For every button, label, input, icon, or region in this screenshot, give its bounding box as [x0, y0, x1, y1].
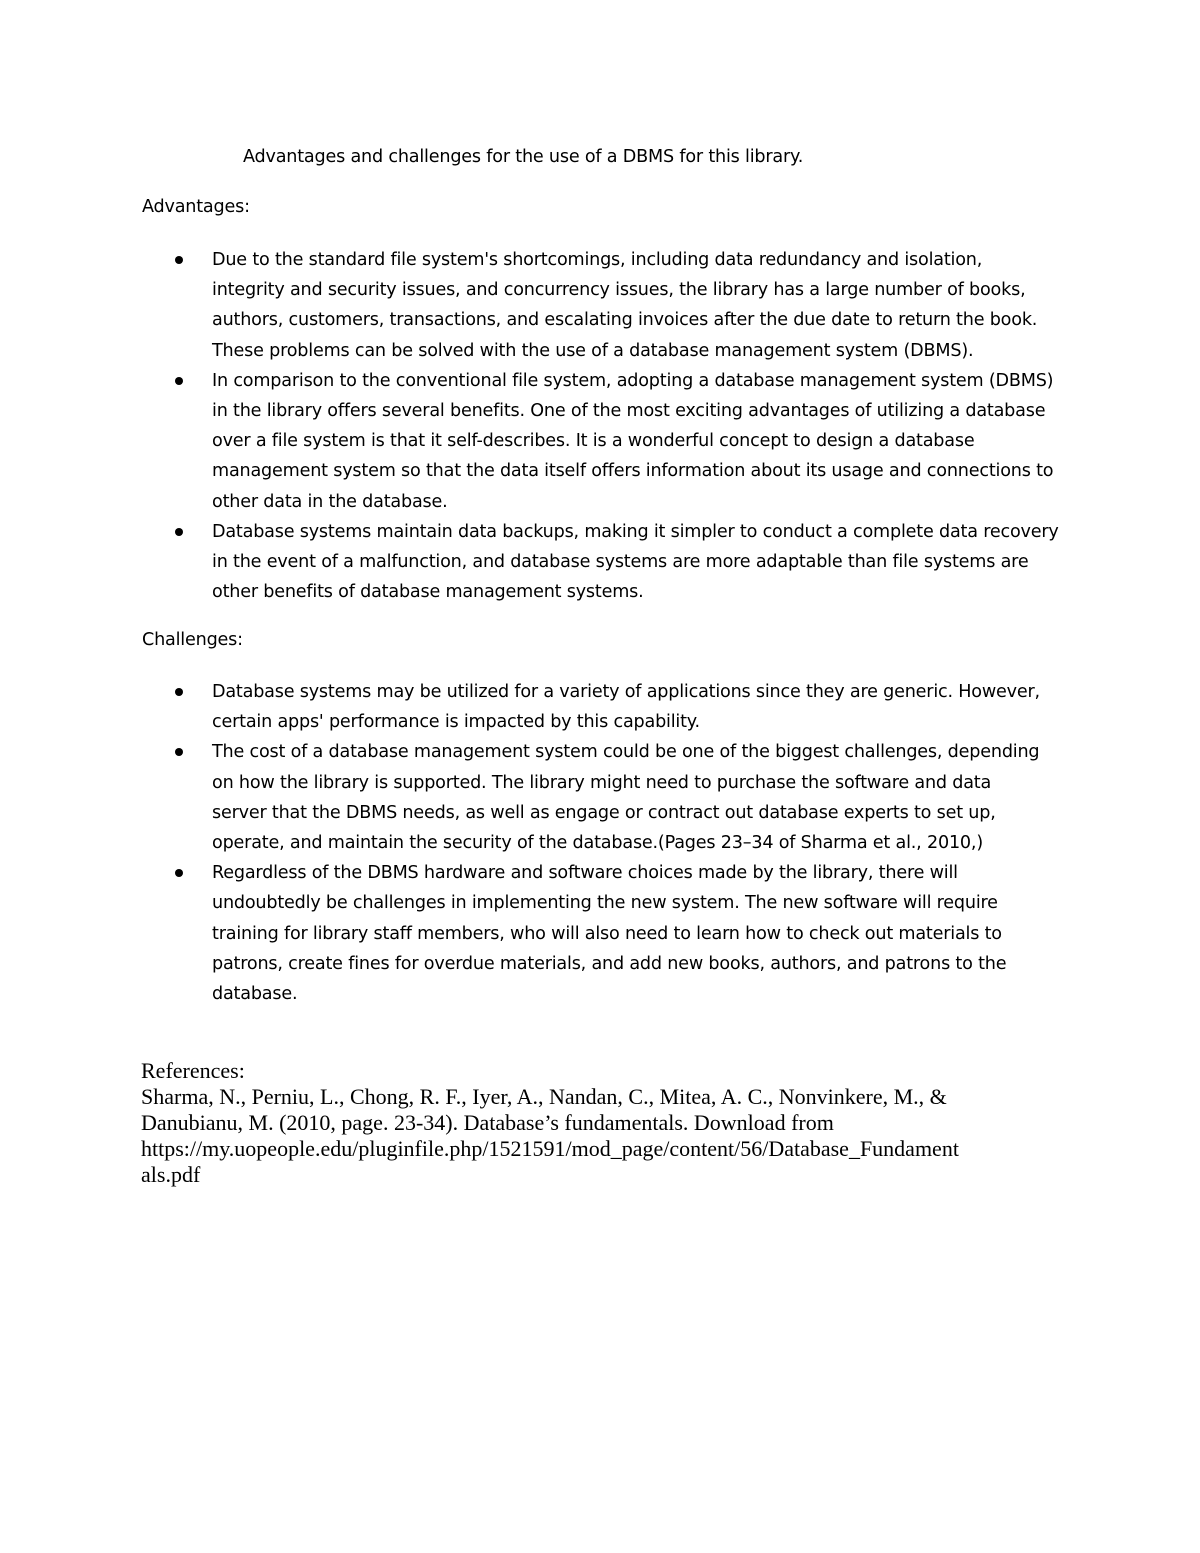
- challenge-item: [0, 677, 1062, 737]
- challenge-item: [0, 737, 1062, 858]
- challenge-item: [0, 858, 1062, 1009]
- bullet-dot-icon: [175, 528, 183, 536]
- text-line: Due to the standard file system's shortcomings, including data redundancy and isolation,: [212, 250, 983, 270]
- reference-line: Sharma, N., Perniu, L., Chong, R. F., Iyer, A., Nandan, C., Mitea, A. C., Nonvinkere, M., &: [141, 1084, 947, 1109]
- advantage-item: [0, 245, 1062, 366]
- bullet-dot-icon: [175, 748, 183, 756]
- bullet-dot-icon: [175, 688, 183, 696]
- reference-line: als.pdf: [141, 1162, 201, 1187]
- advantage-item: [0, 366, 1062, 517]
- text-line: These problems can be solved with the use of a database management system (DBMS).: [212, 340, 974, 361]
- text-line: Regardless of the DBMS hardware and software choices made by the library, there will: [212, 863, 958, 884]
- text-line: on how the library is supported. The library might need to purchase the software and data: [212, 772, 992, 793]
- text-line: management system so that the data itself offers information about its usage and connections to: [212, 461, 1054, 482]
- advantages-heading: Advantages:: [142, 197, 250, 217]
- text-line: in the library offers several benefits. One of the most exciting advantages of utilizing a database: [212, 401, 1046, 422]
- text-line: other data in the database.: [212, 491, 448, 512]
- text-line: authors, customers, transactions, and escalating invoices after the due date to return the book.: [212, 310, 1038, 331]
- text-line: Database systems may be utilized for a variety of applications since they are generic. However,: [212, 682, 1040, 702]
- text-line: other benefits of database management systems.: [212, 582, 644, 603]
- reference-line: Danubianu, M. (2010, page. 23-34). Database’s fundamentals. Download from: [141, 1110, 834, 1135]
- text-line: In comparison to the conventional file system, adopting a database management system (DBMS): [212, 370, 1054, 391]
- text-line: The cost of a database management system could be one of the biggest challenges, depending: [212, 742, 1040, 763]
- bullet-dot-icon: [175, 869, 183, 877]
- advantages-list: [0, 245, 1062, 607]
- bullet-dot-icon: [175, 256, 183, 264]
- text-line: operate, and maintain the security of the database.(Pages 23–34 of Sharma et al., 2010,): [212, 833, 983, 854]
- reference-line: https://my.uopeople.edu/pluginfile.php/1521591/mod_page/content/56/Database_Fundament: [141, 1136, 959, 1161]
- text-line: server that the DBMS needs, as well as engage or contract out database experts to set up,: [212, 802, 996, 823]
- text-line: patrons, create fines for overdue materials, and add new books, authors, and patrons to the: [212, 953, 1007, 974]
- references-section: [141, 1058, 1041, 1188]
- references-heading: References:: [141, 1058, 245, 1083]
- text-line: integrity and security issues, and concurrency issues, the library has a large number of books,: [212, 280, 1026, 301]
- text-line: certain apps' performance is impacted by this capability.: [212, 712, 700, 733]
- text-line: over a file system is that it self-describes. It is a wonderful concept to design a database: [212, 431, 975, 452]
- document-title: Advantages and challenges for the use of a DBMS for this library.: [243, 147, 804, 167]
- challenges-heading: Challenges:: [142, 630, 243, 650]
- bullet-dot-icon: [175, 377, 183, 385]
- text-line: training for library staff members, who will also need to learn how to check out materials to: [212, 923, 1002, 944]
- text-line: database.: [212, 984, 298, 1005]
- text-line: undoubtedly be challenges in implementing the new system. The new software will require: [212, 893, 998, 914]
- advantage-item: [0, 517, 1062, 608]
- text-line: in the event of a malfunction, and database systems are more adaptable than file systems are: [212, 552, 1029, 573]
- challenges-list: [0, 677, 1062, 1009]
- text-line: Database systems maintain data backups, making it simpler to conduct a complete data recovery: [212, 521, 1059, 542]
